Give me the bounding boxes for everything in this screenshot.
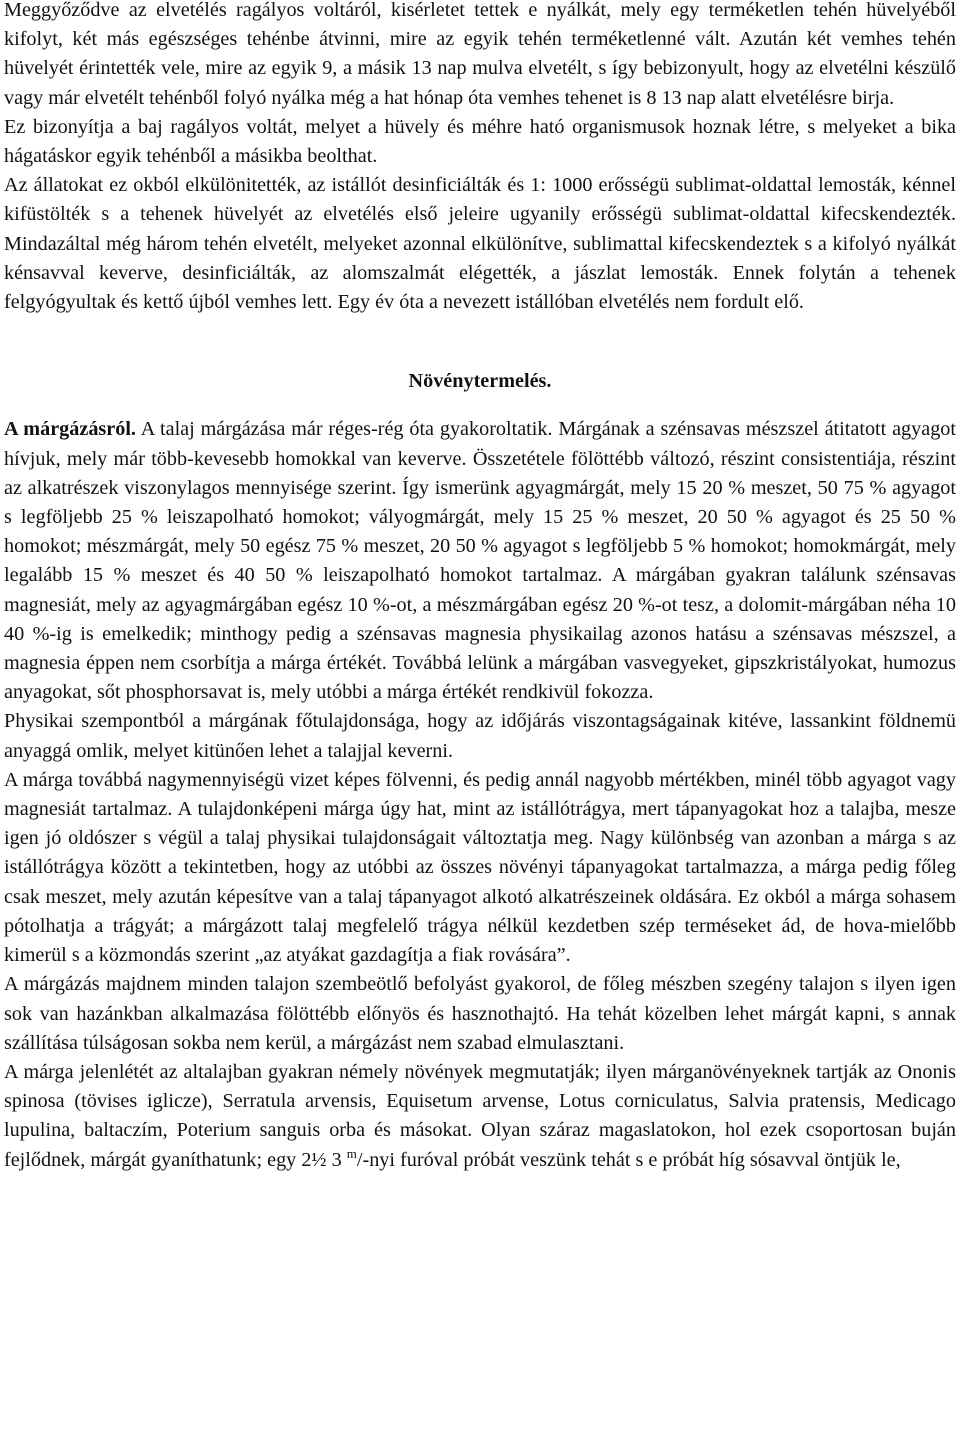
- paragraph: Meggyőződve az elvetélés ragályos voltáról, kisérletet tettek e nyálkát, mely egy terméketlen tehén hüvelyéből kifolyt, két más egészséges tehénbe átvinni, mire az egyik tehén terméketlenné vált. Azután két vemhes tehén hüvelyét érintették vele, mire az egyik 9, a másik 13 nap mulva elvetélt, s így bebizonyult, hogy az elvetélni készülő vagy már elvetélt tehénből folyó nyálka még a hat hónap óta vemhes tehenet is 8 13 nap alatt elvetélésre birja.: [4, 0, 956, 109]
- paragraph-text: A márga jelenlétét az altalajban gyakran némely növények megmutatják; ilyen márganövényeknek tartják az Ononis spinosa (tövises iglicze), Serratula arvensis, Equisetum arvense, Lotus corniculatus, Salvia pratensis, Medicago lupulina, baltaczím, Poterium sanguis orba és másokat. Olyan száraz magaslatokon, hol ezek csoportosan buján fejlődnek, márgát: [4, 1060, 956, 1171]
- section-first-paragraph: [4, 415, 956, 707]
- paragraph-text: A talaj márgázása már réges-rég óta gyakoroltatik. Márgának a szénsavas mészszel átitatott agyagot hívjuk, mely már több-kevesebb homokkal van keverve. Összetétele fölöttébb változó, részint consistentiája, részint az alkatrészek viszonylagos mennyisége szerint. Így ismerünk agyagmárgát, mely 15 20 % meszet, 50 75 % agyagot s legföljebb 25 % leiszapolható homokot; vályogmárgát, mely 15 25 % meszet, 20 50 % agyagot és 25 50 % homokot; mészmárgát, mely 50 egész 75 % meszet, 20 50 % agyagot s legföljebb 5 % homokot; homokmárgát, mely legalább 15 % meszet és 40 50 % leiszapolható homokot tartalmaz. A márgában gyakran találunk szénsavas magnesiát, mely az agyagmárgában egész 10 %-ot, a mészmárgában egész 20 %-ot tesz, a dolomit-márgában néha 10 40 %-ig is emelkedik; minthogy pedig a szénsavas magnesia physikailag azonos hatásu a szénsavas mészszel, a magnesia éppen nem csorbítja a márga értékét. Továbbá lelünk a márgában vasvegyeket, gipszkristályokat, humozus anyagokat, sőt phosphorsavat is, mely utóbbi a márga értékét rendkivül fokozza.: [4, 418, 956, 704]
- paragraph-text: gyaníthatunk; egy 2½ 3: [151, 1148, 342, 1171]
- paragraph: Physikai szempontból a márgának főtulajdonsága, hogy az időjárás viszontagságainak kitéve, lassankint földnemü anyaggá omlik, melyet kitünően lehet a talajjal keverni.: [4, 710, 956, 762]
- paragraph-text: /-nyi furóval próbát veszünk tehát s e próbát híg sósavval öntjük le,: [356, 1148, 901, 1171]
- section-lead-title: A márgázásról.: [4, 418, 136, 441]
- superscript: m: [346, 1145, 357, 1161]
- paragraph: Az állatokat ez okból elkülönitették, az istállót desinficiálták és 1: 1000 erősségü sublimat-oldattal lemosták, kénnel kifüstölték s a tehenek hüvelyét az elvetélés első jeleire ugyanily erősségü sublimat-oldattal kifecskendezték. Mindazáltal még három tehén elvetélt, melyeket azonnal elkülönítve, sublimattal kifecskendeztek s a kifolyó nyálkát kénsavval keverve, desinficiálták, az alomszalmát elégették, a jászlat lemosták. Ennek folytán a tehenek felgyógyultak és kettő újból vemhes lett. Egy év óta a nevezett istállóban elvetélés nem fordult elő.: [4, 174, 956, 314]
- section-title: Növénytermelés.: [408, 370, 552, 393]
- paragraph: [4, 1058, 956, 1175]
- paragraph: Ez bizonyítja a baj ragályos voltát, melyet a hüvely és méhre ható organismusok hoznak létre, s melyeket a bika hágatáskor egyik tehénből a másikba beolthat.: [4, 115, 956, 168]
- paragraph: A márgázás majdnem minden talajon szembeötlő befolyást gyakorol, de főleg mészben szegény talajon s ilyen igen sok van hazánkban alkalmazása fölöttébb előnyös és hasznothajtó. Ha tehát közelben lehet márgát kapni, s annak szállítása túlságosan sokba nem kerül, a márgázást nem szabad elmulasztani.: [4, 973, 956, 1054]
- paragraph: A márga továbbá nagymennyiségü vizet képes fölvenni, és pedig annál nagyobb mértékben, minél több agyagot vagy magnesiát tartalmaz. A tulajdonképeni márga úgy hat, mint az istállótrágya, mert tápanyagokat hoz a talajba, mesze igen jó oldószer s végül a talaj physikai tulajdonságait változtatja meg. Nagy különbség van azonban a márga s az istállótrágya között a tekintetben, hogy az utóbbi az összes növényi tápanyagokat tartalmazza, a márga pedig főleg csak meszet, mely azután képesítve van a talaj tápanyagot alkotó alkatrészeinek oldására. Ez okból a márga sohasem pótolhatja a trágyát; a márgázott talaj megfelelő trágya nélkül kezdetben szép terméseket ád, de hova-mielőbb kimerül s a közmondás szerint „az atyákat gazdagítja a fiak rovására”.: [4, 768, 956, 967]
- document-page: [4, 0, 956, 1175]
